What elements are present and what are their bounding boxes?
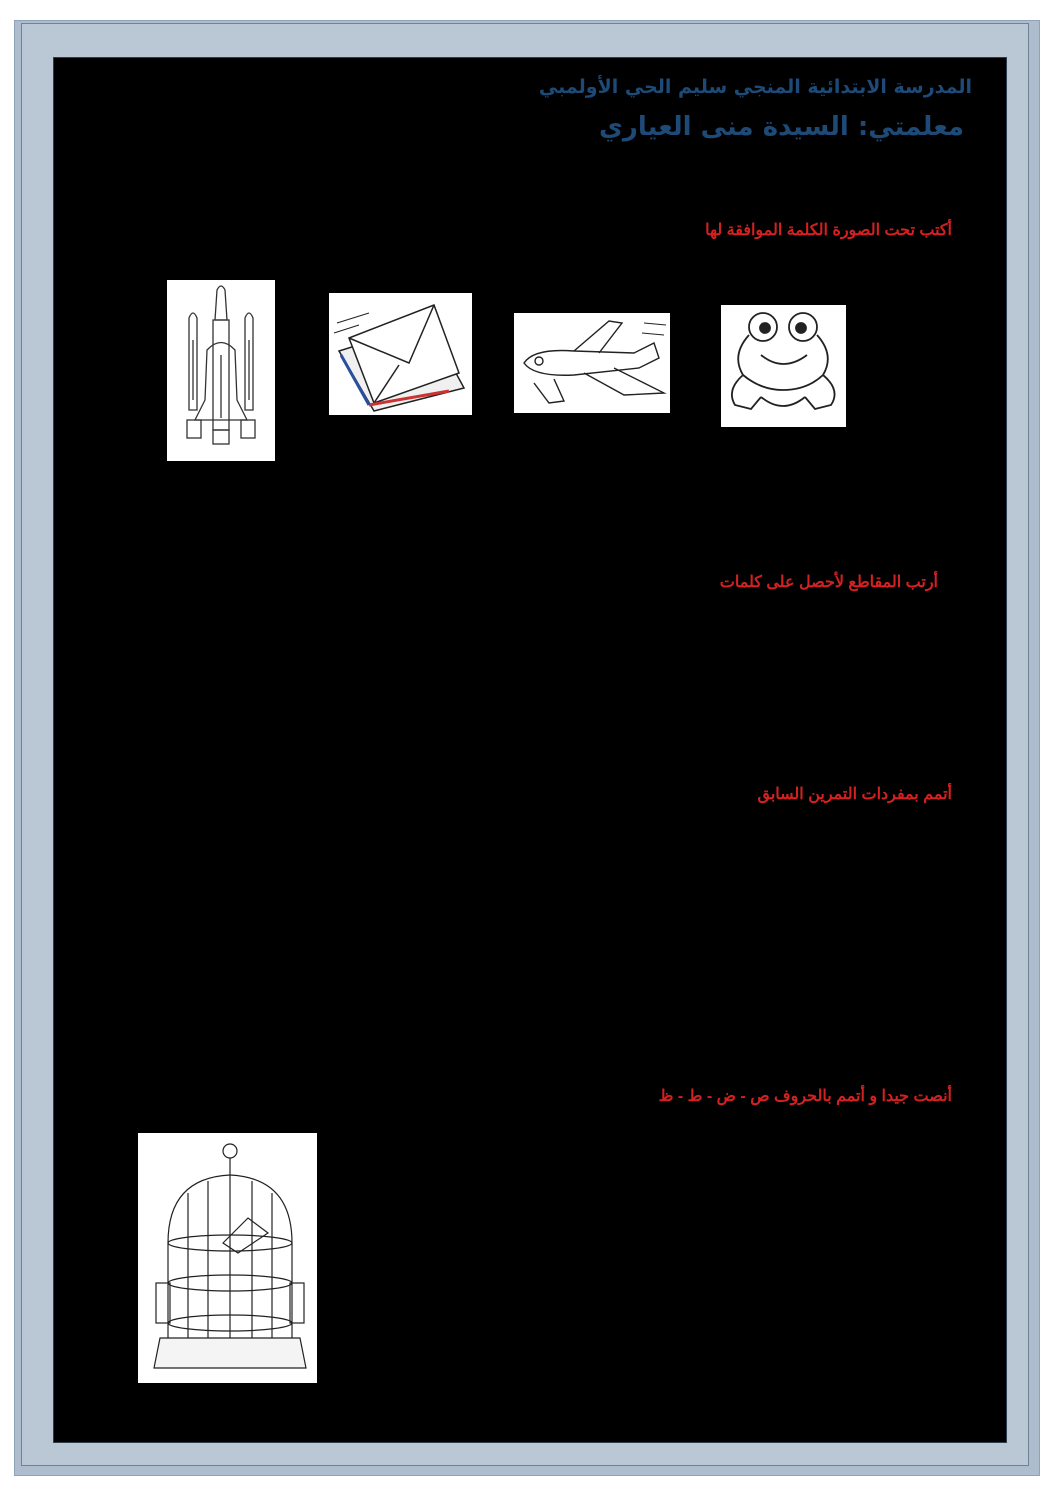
space-shuttle-icon (167, 280, 275, 461)
exercise-2-instruction: أرتب المقاطع لأحصل على كلمات (719, 574, 938, 591)
teacher-name: معلمتي: السيدة منى العياري (599, 112, 964, 142)
frog-icon (721, 305, 846, 427)
school-name: المدرسة الابتدائية المنجي سليم الحي الأولمبي (538, 76, 972, 98)
exercise-1-instruction: أكتب تحت الصورة الكلمة الموافقة لها (705, 222, 952, 239)
envelope-icon (329, 293, 472, 415)
airplane-icon (514, 313, 670, 413)
exercise-3-instruction: أتمم بمفردات التمرين السابق (757, 786, 952, 803)
exercise-4-instruction: أنصت جيدا و أتمم بالحروف ص - ض - ط - ظ (658, 1088, 952, 1105)
birdcage-icon (138, 1133, 317, 1383)
